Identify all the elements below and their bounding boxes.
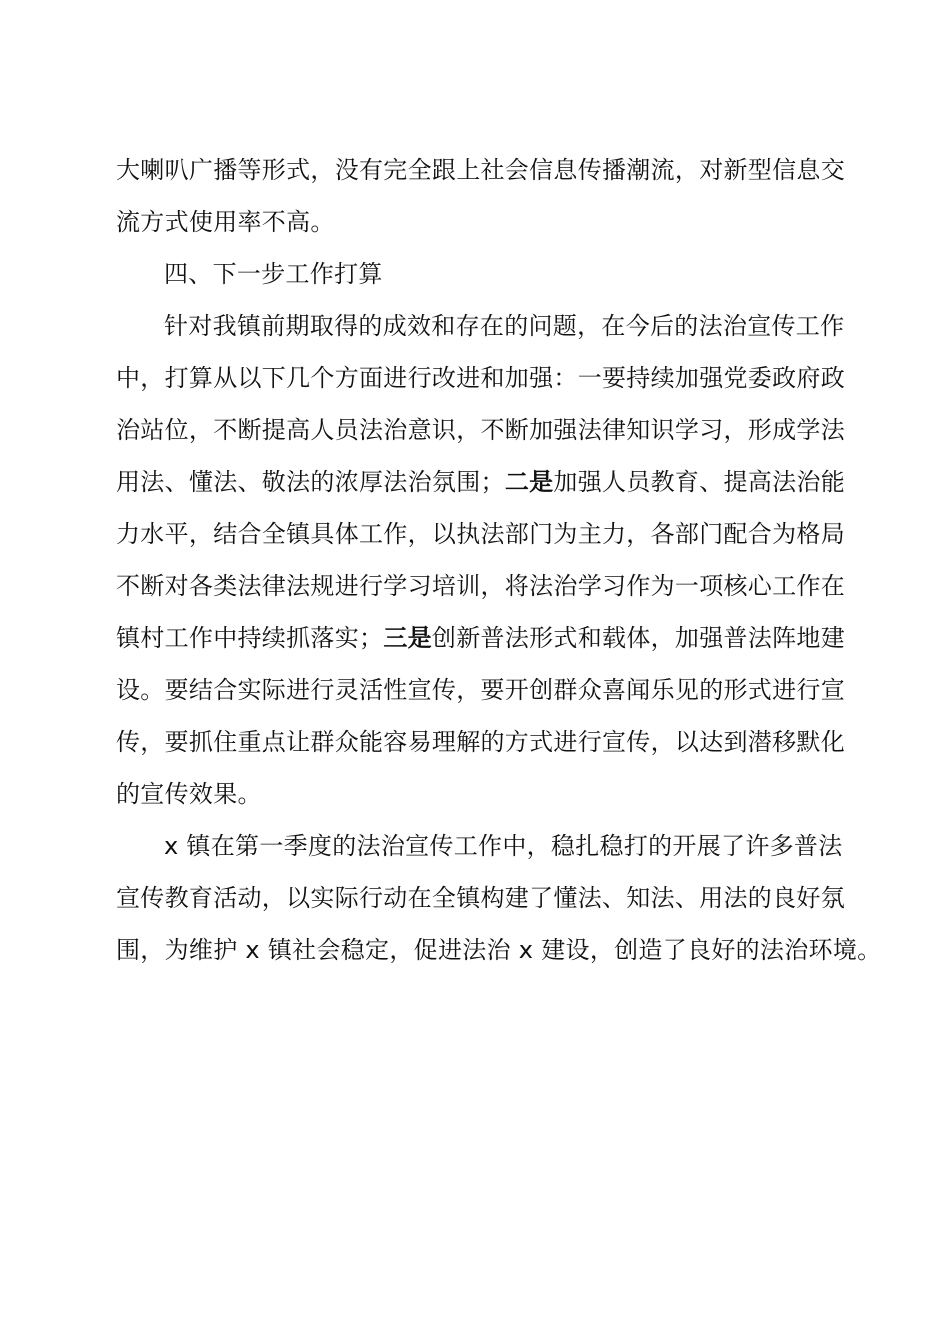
text-span: 镇村工作中持续抓落实； xyxy=(116,624,384,652)
text-line: 中，打算从以下几个方面进行改进和加强：一要持续加强党委政府政 xyxy=(116,364,845,392)
text-line: 不断对各类法律法规进行学习培训，将法治学习作为一项核心工作在 xyxy=(116,572,845,600)
paragraph-1 xyxy=(116,144,845,248)
text-line xyxy=(116,612,846,664)
text-line: 针对我镇前期取得的成效和存在的问题，在今后的法治宣传工作 xyxy=(164,312,845,340)
text-line xyxy=(116,456,846,508)
text-line: 流方式使用率不高。 xyxy=(116,208,335,236)
text-span: 创新普法形式和载体，加强普法阵地建 xyxy=(431,624,846,652)
text-line: x 镇在第一季度的法治宣传工作中，稳扎稳打的开展了许多普法 xyxy=(164,832,843,860)
bold-text: 二是 xyxy=(504,468,554,496)
text-line: 围，为维护 x 镇社会稳定，促进法治 x 建设，创造了良好的法治环境。 xyxy=(116,936,882,964)
text-line: 传，要抓住重点让群众能容易理解的方式进行宣传，以达到潜移默化 xyxy=(116,728,845,756)
text-span: 加强人员教育、提高法治能 xyxy=(553,468,846,496)
text-line: 设。要结合实际进行灵活性宣传，要开创群众喜闻乐见的形式进行宣 xyxy=(116,676,845,704)
text-line: 力水平，结合全镇具体工作，以执法部门为主力，各部门配合为格局 xyxy=(116,520,845,548)
paragraph-3 xyxy=(116,820,882,976)
bold-text: 三是 xyxy=(383,624,432,652)
text-line: 的宣传效果。 xyxy=(116,780,262,808)
text-line: 宣传教育活动，以实际行动在全镇构建了懂法、知法、用法的良好氛 xyxy=(116,884,845,912)
document-body xyxy=(116,144,882,976)
text-line: 大喇叭广播等形式，没有完全跟上社会信息传播潮流，对新型信息交 xyxy=(116,156,845,184)
text-span: 用法、懂法、敬法的浓厚法治氛围； xyxy=(116,468,505,496)
section-heading: 四、下一步工作打算 xyxy=(164,260,383,288)
text-line: 治站位，不断提高人员法治意识，不断加强法律知识学习，形成学法 xyxy=(116,416,845,444)
paragraph-2 xyxy=(116,300,846,820)
